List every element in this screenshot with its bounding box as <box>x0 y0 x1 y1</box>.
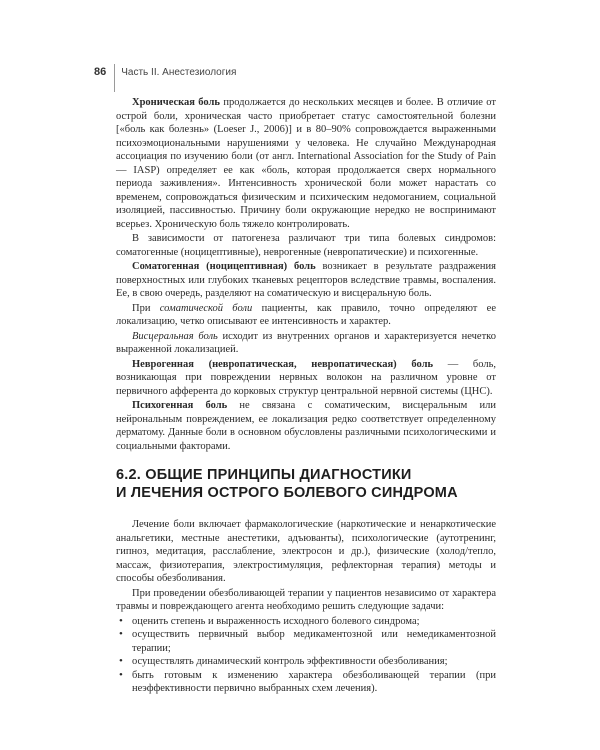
paragraph: Неврогенная (невропатическая, невропатическая) боль — боль, возникающая при повреждении нервных волокон на различном уровне от первичного афферента до корковых структур центральной нервной системы (ЦНС). <box>116 358 496 397</box>
term-bold: Соматогенная (ноцицептивная) боль <box>132 261 316 272</box>
paragraph: В зависимости от патогенеза различают три типа болевых синдромов: соматогенные (ноцицептивные), неврогенные (невропатические) и психогенные. <box>116 233 496 258</box>
running-title: Часть II. Анестезиология <box>121 66 237 78</box>
paragraph: Соматогенная (ноцицептивная) боль возникает в результате раздражения поверхностных или глубоких тканевых рецепторов вследствие травмы, воспаления. Ее, в свою очередь, разделяют на соматическую и висцеральную боль. <box>116 261 496 299</box>
term-bold: Неврогенная (невропатическая, невропатическая) боль <box>132 358 434 370</box>
paragraph: Психогенная боль не связана с соматическим, висцеральным или нейрональным повреждением, ее локализация редко соответствует определенному дерматому. Данные боли в основном обусловлены различными психологическими и социальными факторами. <box>116 400 496 452</box>
page-header <box>94 64 236 80</box>
paragraph: При соматической боли пациенты, как правило, точно определяют ее локализацию, четко описывают ее интенсивность и характер. <box>116 302 496 327</box>
list-item: • осуществлять динамический контроль эффективности обезболивания; <box>116 655 496 669</box>
body-text <box>116 96 496 454</box>
term-italic: Висцеральная боль <box>132 330 218 342</box>
list-item: • быть готовым к изменению характера обезболивающей терапии (при неэффективности первично выбранных схем лечения). <box>116 669 496 696</box>
header-divider <box>114 64 115 92</box>
section-heading-line: И ЛЕЧЕНИЯ ОСТРОГО БОЛЕВОГО СИНДРОМА <box>116 485 458 501</box>
term-bold: Психогенная боль <box>132 400 228 411</box>
list-item: • осуществить первичный выбор медикаментозной или немедикаментозной терапии; <box>116 628 496 655</box>
section-heading-line: 6.2. ОБЩИЕ ПРИНЦИПЫ ДИАГНОСТИКИ <box>116 467 412 483</box>
list-item: • оценить степень и выраженность исходного болевого синдрома; <box>116 615 496 629</box>
section-heading <box>116 466 506 502</box>
term-bold: Хроническая боль <box>132 97 220 108</box>
paragraph: При проведении обезболивающей терапии у пациентов независимо от характера травмы и повреждающего агента необходимо решить следующие задачи: <box>116 587 496 612</box>
term-italic: соматической боли <box>159 302 253 314</box>
task-list <box>116 615 496 696</box>
page-number: 86 <box>94 66 107 78</box>
paragraph: Висцеральная боль исходит из внутренних органов и характеризуется нечетко выраженной локализацией. <box>116 330 496 355</box>
section-body-text <box>116 518 496 696</box>
paragraph: Лечение боли включает фармакологические (наркотические и ненаркотические анальгетики, местные анестетики, адъюванты), психологические (аутотренинг, гипноз, медитация, расслабление, электросон и др.), физические (холод/тепло, массаж, физиотерапия, электростимуляция, рефлекторная терапия) методы и способы обезболивания. <box>116 519 496 584</box>
paragraph: Хроническая боль продолжается до нескольких месяцев и более. В отличие от острой боли, хроническая часто приобретает статус самостоятельной болезни [«боль как болезнь» (Loeser J., 2006)] и в 80–90% сопровождается выраженными психоэмоциональными нарушениями у человека. Не случайно Международная ассоциация по изучению боли (от англ. International Association for the Study of Pain — IASP) определяет ее как «боль, которая продолжается сверх нормального периода заживления». Интенсивность хронической боли может нарастать со временем, сопровождаться физическим и психическим недомоганием, социальной изоляцией, пассивностью. Причину боли окружающие нередко не воспринимают всерьез. Хроническую боль тяжело контролировать. <box>116 97 496 230</box>
